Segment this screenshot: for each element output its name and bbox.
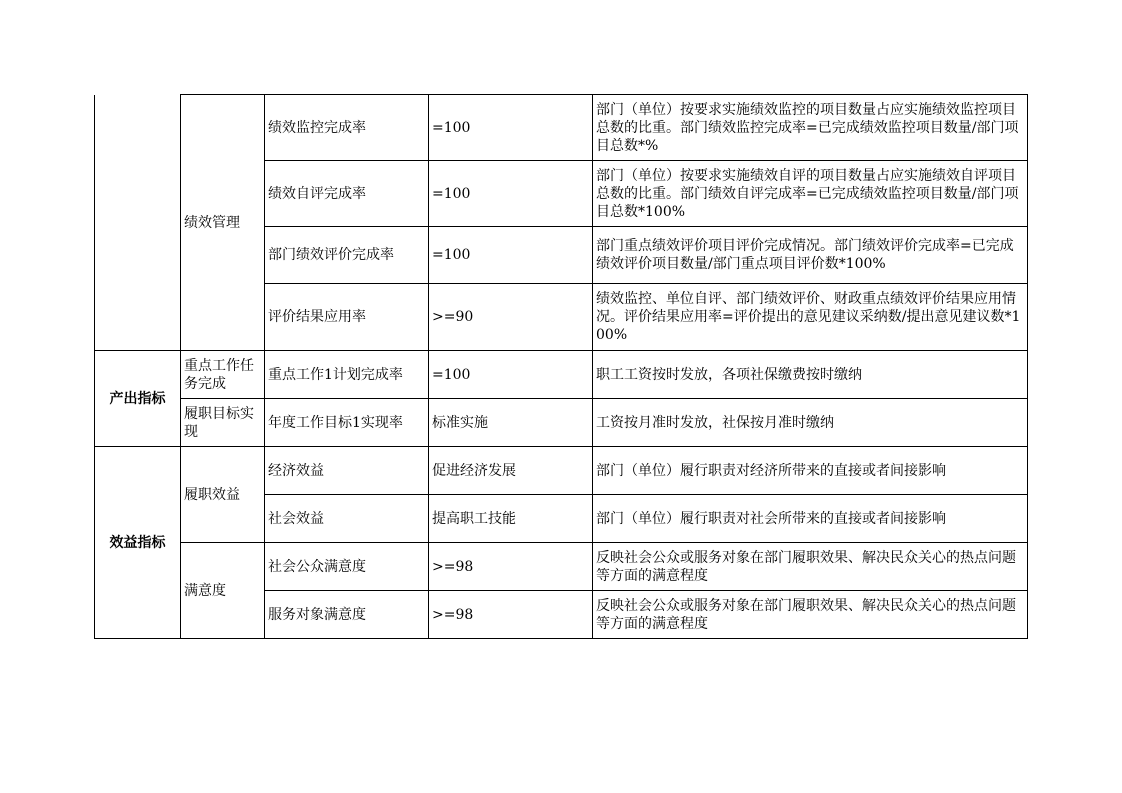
performance-indicator-table — [94, 94, 1028, 639]
subcategory-cell: 履职效益 — [181, 447, 265, 543]
category-cell: 效益指标 — [95, 447, 181, 639]
table-row — [95, 543, 1028, 591]
target-cell: =100 — [429, 95, 593, 161]
indicator-cell: 重点工作1计划完成率 — [265, 351, 429, 399]
indicator-cell: 绩效自评完成率 — [265, 161, 429, 227]
target-cell: >=98 — [429, 543, 593, 591]
table-row — [95, 95, 1028, 161]
subcategory-cell: 重点工作任务完成 — [181, 351, 265, 399]
indicator-cell: 部门绩效评价完成率 — [265, 227, 429, 284]
target-cell: >=90 — [429, 284, 593, 351]
description-cell: 部门重点绩效评价项目评价完成情况。部门绩效评价完成率=已完成绩效评价项目数量/部门重点项目评价数*100% — [593, 227, 1028, 284]
table-row — [95, 351, 1028, 399]
description-cell: 部门（单位）按要求实施绩效监控的项目数量占应实施绩效监控项目总数的比重。部门绩效监控完成率=已完成绩效监控项目数量/部门项目总数*% — [593, 95, 1028, 161]
target-cell: 提高职工技能 — [429, 495, 593, 543]
subcategory-cell: 履职目标实现 — [181, 399, 265, 447]
indicator-cell: 社会公众满意度 — [265, 543, 429, 591]
category-cell: 产出指标 — [95, 351, 181, 447]
description-cell: 工资按月准时发放，社保按月准时缴纳 — [593, 399, 1028, 447]
description-cell: 部门（单位）履行职责对经济所带来的直接或者间接影响 — [593, 447, 1028, 495]
indicator-cell: 评价结果应用率 — [265, 284, 429, 351]
target-cell: 促进经济发展 — [429, 447, 593, 495]
indicator-cell: 绩效监控完成率 — [265, 95, 429, 161]
category-cell-blank — [95, 95, 181, 351]
subcategory-cell: 满意度 — [181, 543, 265, 639]
table-row — [95, 447, 1028, 495]
description-cell: 反映社会公众或服务对象在部门履职效果、解决民众关心的热点问题等方面的满意程度 — [593, 543, 1028, 591]
description-cell: 绩效监控、单位自评、部门绩效评价、财政重点绩效评价结果应用情况。评价结果应用率=评价提出的意见建议采纳数/提出意见建议数*100% — [593, 284, 1028, 351]
indicator-sheet — [94, 94, 1027, 639]
indicator-cell: 经济效益 — [265, 447, 429, 495]
description-cell: 部门（单位）履行职责对社会所带来的直接或者间接影响 — [593, 495, 1028, 543]
target-cell: =100 — [429, 351, 593, 399]
description-cell: 职工工资按时发放，各项社保缴费按时缴纳 — [593, 351, 1028, 399]
target-cell: 标准实施 — [429, 399, 593, 447]
description-cell: 部门（单位）按要求实施绩效自评的项目数量占应实施绩效自评项目总数的比重。部门绩效自评完成率=已完成绩效监控项目数量/部门项目总数*100% — [593, 161, 1028, 227]
description-cell: 反映社会公众或服务对象在部门履职效果、解决民众关心的热点问题等方面的满意程度 — [593, 591, 1028, 639]
table-row — [95, 399, 1028, 447]
target-cell: =100 — [429, 161, 593, 227]
subcategory-cell: 绩效管理 — [181, 95, 265, 351]
target-cell: =100 — [429, 227, 593, 284]
target-cell: >=98 — [429, 591, 593, 639]
indicator-cell: 年度工作目标1实现率 — [265, 399, 429, 447]
indicator-cell: 服务对象满意度 — [265, 591, 429, 639]
indicator-cell: 社会效益 — [265, 495, 429, 543]
